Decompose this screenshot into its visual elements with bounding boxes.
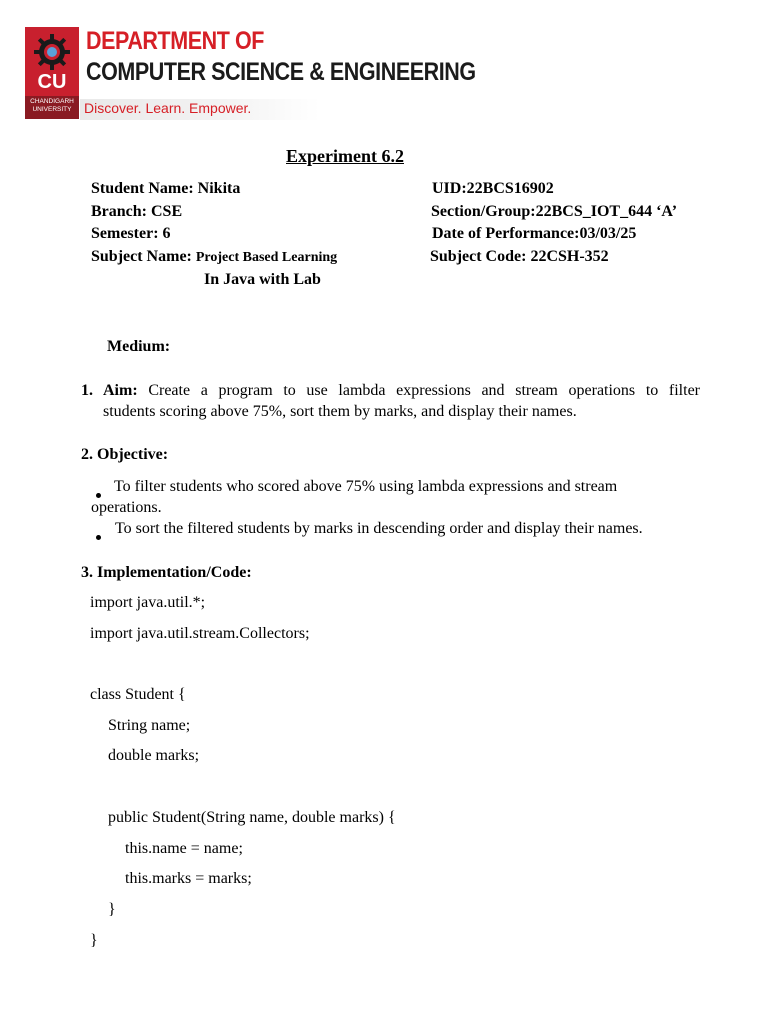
aim-label: Aim:	[103, 382, 138, 399]
subject-name-value: Project Based Learning	[195, 250, 338, 265]
subject-name	[91, 248, 337, 266]
aim-text-line2: students scoring above 75%, sort them by marks, and display their names.	[103, 403, 577, 420]
student-uid: UID:22BCS16902	[432, 180, 554, 197]
department-title-line1: DEPARTMENT OF	[86, 27, 264, 55]
code-line: this.marks = marks;	[125, 870, 252, 887]
logo-initials: CU	[37, 71, 67, 93]
code-line: double marks;	[108, 747, 200, 764]
semester: Semester: 6	[91, 225, 171, 242]
subject-name-label: Subject Name:	[91, 248, 196, 265]
code-line: import java.util.*;	[90, 594, 206, 611]
objective-bullet-2: To sort the filtered students by marks in descending order and display their names.	[115, 520, 643, 537]
objective-heading: 2. Objective:	[81, 446, 169, 463]
code-line: }	[90, 932, 98, 949]
bullet-dot-icon	[96, 527, 101, 545]
department-title-line2: COMPUTER SCIENCE & ENGINEERING	[86, 58, 476, 86]
university-logo	[25, 27, 79, 119]
objective-bullet-1: To filter students who scored above 75% using lambda expressions and stream	[114, 478, 618, 495]
objective-bullet-1-continuation: operations.	[91, 499, 162, 516]
date-of-performance: Date of Performance:03/03/25	[432, 225, 637, 242]
gear-emblem-icon	[32, 32, 72, 72]
aim-number: 1.	[81, 382, 93, 399]
code-line: public Student(String name, double marks) {	[108, 809, 396, 826]
code-line: }	[108, 901, 116, 918]
aim-text-line1: Create a program to use lambda expressions and stream operations to filter	[148, 382, 701, 399]
logo-university-line1: CHANDIGARH	[30, 98, 74, 105]
tagline: Discover. Learn. Empower.	[84, 100, 252, 116]
branch: Branch: CSE	[91, 203, 183, 220]
subject-name-continuation: In Java with Lab	[204, 271, 321, 288]
code-line: class Student {	[90, 686, 186, 703]
student-name: Student Name: Nikita	[91, 180, 241, 197]
code-line: String name;	[108, 717, 191, 734]
code-line: import java.util.stream.Collectors;	[90, 625, 310, 642]
difficulty-level: Medium:	[107, 338, 171, 355]
experiment-title: Experiment 6.2	[286, 146, 404, 166]
logo-university-line2: UNIVERSITY	[32, 106, 72, 113]
logo-university-name	[25, 98, 79, 114]
aim-line1	[103, 382, 700, 400]
implementation-heading: 3. Implementation/Code:	[81, 564, 252, 581]
subject-code: Subject Code: 22CSH-352	[430, 248, 609, 265]
code-line: this.name = name;	[125, 840, 243, 857]
section-group: Section/Group:22BCS_IOT_644 ‘A’	[431, 203, 678, 220]
